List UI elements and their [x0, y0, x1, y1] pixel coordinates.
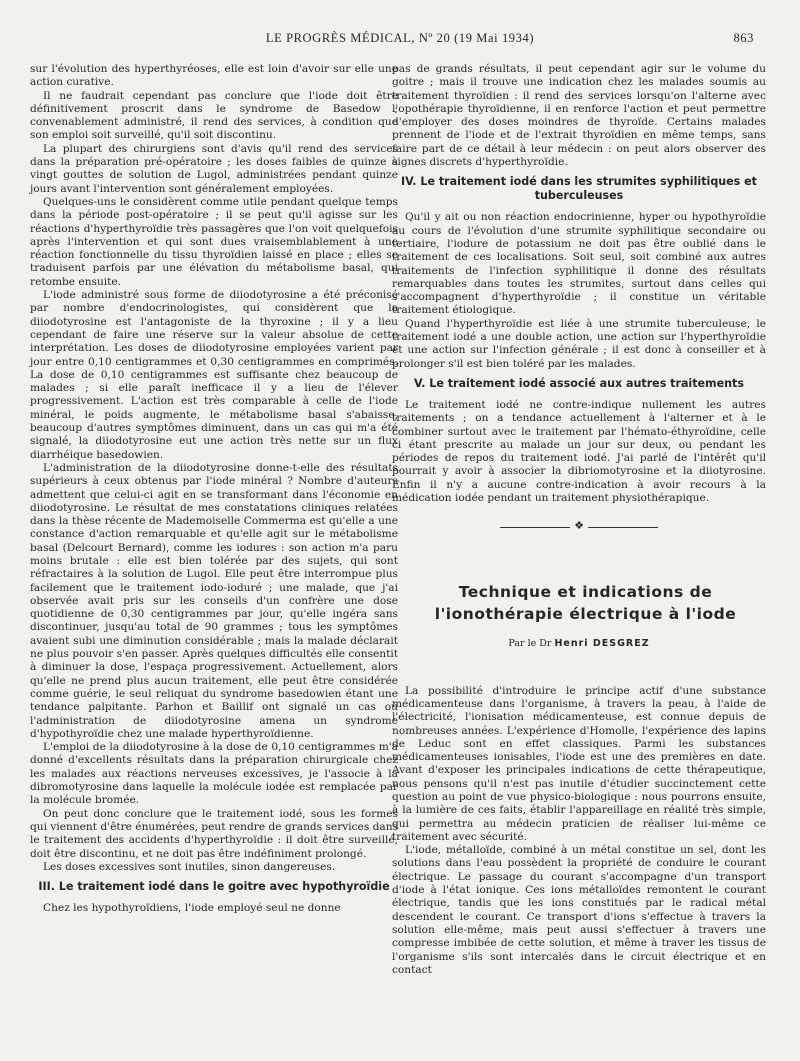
section-number: III.: [38, 880, 55, 894]
byline: [392, 637, 766, 650]
paragraph: Chez les hypothyroïdiens, l'iode employé seul ne donne: [43, 902, 341, 915]
article-title-line-2: l'ionothérapie électrique à l'iode: [434, 605, 737, 624]
paragraph: L'iode administré sous forme de diiodotyrosine a été préconisé par nombre d'endocrinologistes, qui considèrent que la diiodotyrosine est l'antagoniste de la thyroxine ; il y a lieu cependant de faire une réserve sur la valeur absolue de cette interprétation. Les doses de diiodotyrosine employées varient par jour entre 0,10 centigrammes et 0,30 centigrammes en comprimés. La dose de 0,10 centigrammes est suffisante chez beaucoup de malades ; si elle paraît inefficace il y a lieu de l'élever progressivement. L'action est très comparable à celle de l'iode minéral, le poids augmente, le métabolisme basal s'abaisse, beaucoup d'autres symptômes diminuent, dans un cas qui m'a été signalé, la diiodotyrosine eut une action très nette sur un flux diarrhéique basedowien.: [30, 289, 398, 461]
paragraph: pas de grands résultats, il peut cependant agir sur le volume du goitre ; mais il trouve une indication chez les malades soumis au traitement thyroïdien : il rend des services lorsqu'on l'alterne avec l'opothérapie thyroïdienne, il en renforce l'action et peut permettre d'employer des doses moindres de thyroïde. Certains malades prennent de l'iode et de l'extrait thyroïdien en même temps, sans faire part de ce détail à leur médecin : on peut alors observer des signes discrets d'hyperthyroïdie.: [392, 63, 766, 169]
section-title: Le traitement iodé dans le goitre avec hypothyroïdie: [58, 880, 390, 894]
byline-prefix: Par le Dr: [508, 638, 552, 650]
divider-ornament-icon: ❖: [570, 519, 588, 532]
paragraph: La possibilité d'introduire le principe actif d'une substance médicamenteuse dans l'organisme, à travers la peau, à l'aide de l'électricité, l'ionisation médicamenteuse, est connue depuis de nombreuses années. L'expérience d'Homolle, l'expérience des lapins de Leduc sont en effet classiques. Parmi les substances médicamenteuses ionisables, l'iode est une des premières en date. Avant d'exposer les principales indications de cette thérapeutique, nous pensons qu'il n'est pas inutile d'étudier succinctement cette question au point de vue physico-biologique : nous pourrons ensuite, à la lumière de ces faits, établir l'appareillage en réalité très simple, qui permettra au médecin praticien de réaliser lui-même ce traitement avec sécurité.: [392, 684, 766, 843]
section-number: IV.: [401, 175, 417, 189]
ornamental-divider: [392, 515, 766, 541]
paragraph: Quelques-uns le considèrent comme utile pendant quelque temps dans la période post-opératoire ; il se peut qu'il agisse sur les réactions d'hyperthyroïdie très passagères que l'on voit quelquefois après l'intervention et qui sont dues vraisemblablement à une réaction fonctionnelle du tissu thyroïdien laissé en place ; elles se traduisent parfois par une élévation du métabolisme basal, qui retombe ensuite.: [30, 195, 398, 288]
paragraph: L'emploi de la diiodotyrosine à la dose de 0,10 centigrammes m'a donné d'excellents résultats dans la préparation chirurgicale chez les malades aux réactions nerveuses excessives, je l'associe à la dibromotyrosine dans laquelle la molécule iodée est remplacée par la molécule bromée.: [30, 741, 398, 807]
paragraph: Quand l'hyperthyroïdie est liée à une strumite tuberculeuse, le traitement iodé a une double action, une action sur l'hyperthyroïdie et une action sur l'infection générale ; il est donc à conseiller et à prolonger s'il est bien toléré par les malades.: [392, 317, 766, 370]
paragraph: Il ne faudrait cependant pas conclure que l'iode doit être définitivement proscrit dans le syndrome de Basedow ; convenablement administré, il rend des services, à condition que son emploi soit surveillé, qu'il soit discontinu.: [30, 89, 398, 142]
section-heading-v: [392, 377, 766, 391]
journal-title: LE PROGRÈS MÉDICAL, Nº 20 (19 Mai 1934): [265, 31, 535, 45]
right-column: [392, 63, 766, 977]
paragraph: Qu'il y ait ou non réaction endocrinienne, hyper ou hypothyroïdie au cours de l'évolution d'une strumite syphilitique secondaire ou tertiaire, l'iodure de potassium ne doit pas être oublié dans le traitement de ces localisations. Soit seul, soit combiné aux autres traitements de l'infection syphilitique il donne des résultats remarquables dans toutes les strumites, surtout dans celles qui s'accompagnent d'hyperthyroïdie ; il constitue un véritable traitement étiologique.: [392, 211, 766, 317]
article-title-line-1: Technique et indications de: [458, 583, 713, 602]
paragraph: Les doses excessives sont inutiles, sinon dangereuses.: [43, 860, 336, 873]
running-header: [30, 31, 770, 49]
paragraph: L'iode, métalloïde, combiné à un métal constitue un sel, dont les solutions dans l'eau possèdent la propriété de conduire le courant électrique. Le passage du courant s'accompagne d'un transport d'iode à l'état ionique. Ces ions métalloïdes remontent le courant électrique, tandis que les ions constitués par le radical métal descendent le courant. Ce transport d'ions s'effectue à travers la solution elle-même, mais peut aussi s'effectuer à travers une compresse imbibée de cette solution, et même à traver les tissus de l'organisme s'ils sont intercalés dans le circuit électrique et en contact: [392, 844, 766, 976]
section-heading-iv: [392, 175, 766, 203]
paragraph: L'administration de la diiodotyrosine donne-t-elle des résultats supérieurs à ceux obtenus par l'iode minéral ? Nombre d'auteurs admettent que celui-ci agit en se transformant dans l'économie en diiodotyrosine. Le résultat de mes constatations cliniques relatées dans la thèse récente de Mademoiselle Commerma est qu'elle a une constance d'action remarquable et qu'elle agit sur le métabolisme basal (Delcourt Bernard), comme les iodures : son action m'a paru moins brutale : elle est bien tolérée par des sujets, qui sont réfractaires à la solution de Lugol. Elle peut être interrompue plus facilement que le traitement iodo-ioduré ; une malade, que j'ai observée avait pris sur les conseils d'un confrère une dose quotidienne de 0,30 centigrammes par jour, qu'elle ingéra sans discontinuer, jusqu'au total de 90 grammes ; tous les symptômes avaient subi une diminution considérable ; mais la malade déclarait ne plus pouvoir s'en passer. Après quelques difficultés elle consentit à diminuer la dose, l'espaça progressivement. Actuellement, alors qu'elle ne prend plus aucun traitement, elle peut être considérée comme guérie, le seul reliquat du syndrome basedowien étant une tendance palpitante. Parhon et Baillif ont signalé un cas où l'administration de diiodotyrosine amena un syndrome d'hypothyroïdie chez une malade hyperthyroïdienne.: [30, 461, 398, 740]
byline-author: Henri DESGREZ: [554, 638, 650, 650]
paragraph: On peut donc conclure que le traitement iodé, sous les formes qui viennent d'être énumérées, peut rendre de grands services dans le traitement des accidents d'hyperthyroïdie : il doit être surveillé, doit être discontinu, et ne doit pas être indéfiniment prolongé.: [30, 807, 398, 860]
section-title: Le traitement iodé associé aux autres traitements: [429, 376, 744, 390]
paragraph: Le traitement iodé ne contre-indique nullement les autres traitements ; on a tendance actuellement à l'alterner et à le combiner surtout avec le traitement par l'hémato-éthyroïdine, celle ci étant prescrite au malade un jour sur deux, ou pendant les périodes de repos du traitement iodé. J'ai parlé de l'intérêt qu'il pourrait y avoir à associer la dibriomotyrosine et la diiotyrosine. Enfin il n'y a aucune contre-indication à avoir recours à la médication iodée pendant un traitement physiothérapique.: [392, 398, 766, 505]
section-number: V.: [414, 376, 426, 390]
left-column: [30, 63, 398, 915]
paragraph: sur l'évolution des hyperthyréoses, elle est loin d'avoir sur elle une action curative.: [30, 63, 398, 89]
paragraph: La plupart des chirurgiens sont d'avis qu'il rend des services dans la préparation pré-opératoire ; les doses faibles de quinze à vingt gouttes de solution de Lugol, administrées pendant quinze jours avant l'intervention sont généralement employées.: [30, 142, 398, 195]
section-title: Le traitement iodé dans les strumites syphilitiques et tuberculeuses: [420, 175, 757, 203]
page-number: 863: [733, 31, 754, 45]
section-heading-iii: [30, 880, 398, 894]
